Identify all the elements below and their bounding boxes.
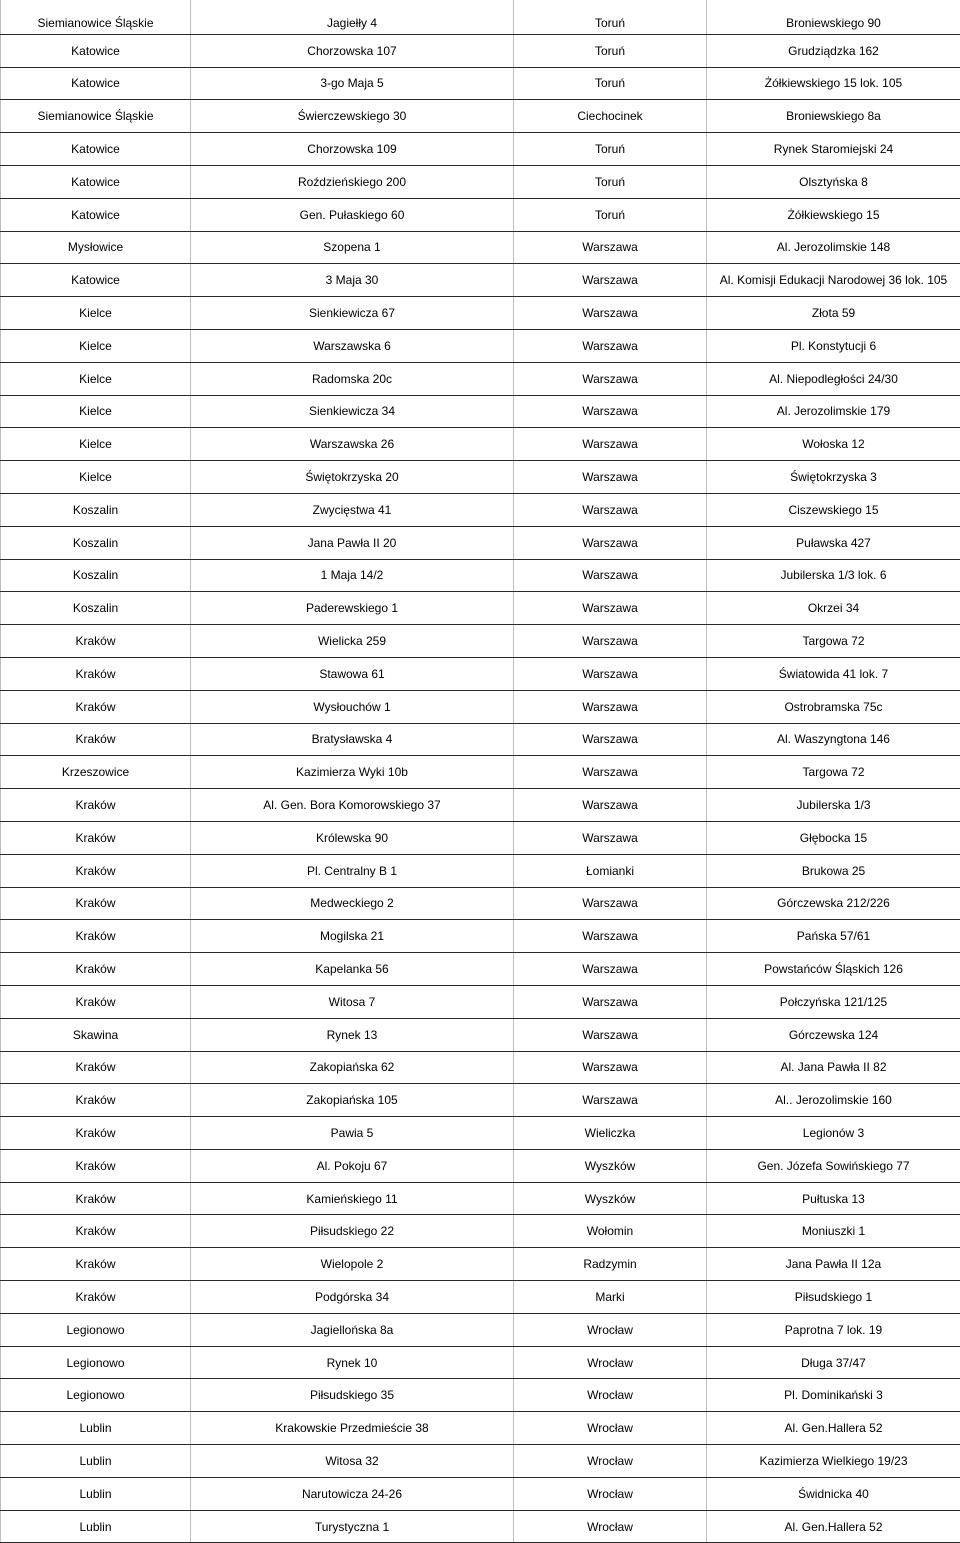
city2-cell: Warszawa — [514, 592, 707, 625]
street2-cell: Rynek Staromiejski 24 — [707, 133, 960, 166]
table-row — [1, 133, 960, 166]
street2-cell: Pułtuska 13 — [707, 1182, 960, 1215]
table-row — [1, 231, 960, 264]
street2-cell: Grudziądzka 162 — [707, 34, 960, 67]
city2-cell: Toruń — [514, 34, 707, 67]
street-cell: 3-go Maja 5 — [191, 67, 514, 100]
street-cell: Medweckiego 2 — [191, 887, 514, 920]
city-cell: Katowice — [1, 34, 191, 67]
table-row — [1, 165, 960, 198]
table-row — [1, 1117, 960, 1150]
street-cell: Kapelanka 56 — [191, 953, 514, 986]
city2-cell: Wrocław — [514, 1379, 707, 1412]
city2-cell: Warszawa — [514, 887, 707, 920]
table-row — [1, 690, 960, 723]
table-row — [1, 1477, 960, 1510]
street-cell: Narutowicza 24-26 — [191, 1477, 514, 1510]
table-row — [1, 985, 960, 1018]
table-row — [1, 1445, 960, 1478]
city2-cell: Warszawa — [514, 920, 707, 953]
city-cell: Katowice — [1, 67, 191, 100]
street2-cell: Al. Jerozolimskie 179 — [707, 395, 960, 428]
table-row — [1, 493, 960, 526]
street2-cell: Powstańców Śląskich 126 — [707, 953, 960, 986]
city-cell: Lublin — [1, 1477, 191, 1510]
city-cell: Kraków — [1, 1084, 191, 1117]
street2-cell: Targowa 72 — [707, 625, 960, 658]
address-table-body — [1, 0, 960, 1543]
street2-cell: Al. Jerozolimskie 148 — [707, 231, 960, 264]
street2-cell: Legionów 3 — [707, 1117, 960, 1150]
street2-cell: Jana Pawła II 12a — [707, 1248, 960, 1281]
table-row — [1, 1281, 960, 1314]
street-cell: Bratysławska 4 — [191, 723, 514, 756]
table-row — [1, 264, 960, 297]
city2-cell: Warszawa — [514, 559, 707, 592]
street2-cell: Al. Waszyngtona 146 — [707, 723, 960, 756]
street-cell: Świętokrzyska 20 — [191, 461, 514, 494]
city2-cell: Toruń — [514, 67, 707, 100]
street2-cell: Al. Komisji Edukacji Narodowej 36 lok. 105 — [707, 264, 960, 297]
table-row — [1, 887, 960, 920]
table-row — [1, 657, 960, 690]
city-cell: Skawina — [1, 1018, 191, 1051]
city-cell: Legionowo — [1, 1313, 191, 1346]
table-row — [1, 428, 960, 461]
street2-cell: Brukowa 25 — [707, 854, 960, 887]
street-cell: Pl. Centralny B 1 — [191, 854, 514, 887]
street-cell: Chorzowska 109 — [191, 133, 514, 166]
city2-cell: Warszawa — [514, 493, 707, 526]
street-cell: Piłsudskiego 22 — [191, 1215, 514, 1248]
street2-cell: Gen. Józefa Sowińskiego 77 — [707, 1149, 960, 1182]
city2-cell: Warszawa — [514, 461, 707, 494]
city-cell: Katowice — [1, 133, 191, 166]
street2-cell: Broniewskiego 8a — [707, 100, 960, 133]
city-cell: Kielce — [1, 329, 191, 362]
city-cell: Siemianowice Śląskie — [1, 100, 191, 133]
city2-cell: Toruń — [514, 0, 707, 34]
street2-cell: Górczewska 124 — [707, 1018, 960, 1051]
city-cell: Lublin — [1, 1510, 191, 1543]
city2-cell: Łomianki — [514, 854, 707, 887]
city2-cell: Warszawa — [514, 362, 707, 395]
table-row — [1, 1248, 960, 1281]
street2-cell: Olsztyńska 8 — [707, 165, 960, 198]
street-cell: Kazimierza Wyki 10b — [191, 756, 514, 789]
street2-cell: Paprotna 7 lok. 19 — [707, 1313, 960, 1346]
street2-cell: Al. Gen.Hallera 52 — [707, 1412, 960, 1445]
city2-cell: Toruń — [514, 198, 707, 231]
city2-cell: Warszawa — [514, 264, 707, 297]
table-row — [1, 1051, 960, 1084]
street2-cell: Złota 59 — [707, 297, 960, 330]
city-cell: Kraków — [1, 723, 191, 756]
street2-cell: Piłsudskiego 1 — [707, 1281, 960, 1314]
city-cell: Koszalin — [1, 559, 191, 592]
city2-cell: Wołomin — [514, 1215, 707, 1248]
street-cell: Witosa 32 — [191, 1445, 514, 1478]
street2-cell: Długa 37/47 — [707, 1346, 960, 1379]
street2-cell: Żółkiewskiego 15 — [707, 198, 960, 231]
city2-cell: Wrocław — [514, 1510, 707, 1543]
street-cell: Zakopiańska 62 — [191, 1051, 514, 1084]
city2-cell: Warszawa — [514, 428, 707, 461]
street2-cell: Al. Jana Pawła II 82 — [707, 1051, 960, 1084]
table-row — [1, 1215, 960, 1248]
city2-cell: Warszawa — [514, 395, 707, 428]
city-cell: Koszalin — [1, 592, 191, 625]
street-cell: Al. Pokoju 67 — [191, 1149, 514, 1182]
street2-cell: Pańska 57/61 — [707, 920, 960, 953]
street-cell: Świerczewskiego 30 — [191, 100, 514, 133]
city2-cell: Warszawa — [514, 231, 707, 264]
city-cell: Kraków — [1, 854, 191, 887]
street-cell: Zwycięstwa 41 — [191, 493, 514, 526]
city-cell: Kraków — [1, 985, 191, 1018]
street2-cell: Żółkiewskiego 15 lok. 105 — [707, 67, 960, 100]
city-cell: Koszalin — [1, 493, 191, 526]
table-row — [1, 461, 960, 494]
city-cell: Kielce — [1, 461, 191, 494]
city2-cell: Toruń — [514, 165, 707, 198]
city-cell: Kraków — [1, 887, 191, 920]
city2-cell: Marki — [514, 1281, 707, 1314]
street2-cell: Wołoska 12 — [707, 428, 960, 461]
table-row — [1, 821, 960, 854]
city2-cell: Warszawa — [514, 297, 707, 330]
city-cell: Katowice — [1, 165, 191, 198]
street-cell: Witosa 7 — [191, 985, 514, 1018]
city-cell: Kraków — [1, 1051, 191, 1084]
table-row — [1, 1379, 960, 1412]
street-cell: Jagiełły 4 — [191, 0, 514, 34]
street-cell: Paderewskiego 1 — [191, 592, 514, 625]
table-row — [1, 395, 960, 428]
city-cell: Kielce — [1, 297, 191, 330]
city-cell: Kielce — [1, 428, 191, 461]
table-row — [1, 297, 960, 330]
city2-cell: Wrocław — [514, 1477, 707, 1510]
city2-cell: Wyszków — [514, 1182, 707, 1215]
city-cell: Krzeszowice — [1, 756, 191, 789]
street2-cell: Jubilerska 1/3 — [707, 789, 960, 822]
city-cell: Lublin — [1, 1412, 191, 1445]
city2-cell: Warszawa — [514, 625, 707, 658]
street-cell: Jagiellońska 8a — [191, 1313, 514, 1346]
city2-cell: Ciechocinek — [514, 100, 707, 133]
street-cell: Rynek 13 — [191, 1018, 514, 1051]
table-row — [1, 100, 960, 133]
table-row — [1, 0, 960, 34]
table-row — [1, 854, 960, 887]
street2-cell: Pl. Dominikański 3 — [707, 1379, 960, 1412]
city2-cell: Warszawa — [514, 953, 707, 986]
table-row — [1, 1084, 960, 1117]
city2-cell: Warszawa — [514, 329, 707, 362]
street2-cell: Puławska 427 — [707, 526, 960, 559]
street-cell: Chorzowska 107 — [191, 34, 514, 67]
table-row — [1, 756, 960, 789]
street2-cell: Głębocka 15 — [707, 821, 960, 854]
street-cell: Roździeńskiego 200 — [191, 165, 514, 198]
table-row — [1, 723, 960, 756]
street2-cell: Ostrobramska 75c — [707, 690, 960, 723]
street-cell: Sienkiewicza 67 — [191, 297, 514, 330]
street-cell: Krakowskie Przedmieście 38 — [191, 1412, 514, 1445]
street2-cell: Światowida 41 lok. 7 — [707, 657, 960, 690]
street-cell: Pawia 5 — [191, 1117, 514, 1150]
street2-cell: Al.. Jerozolimskie 160 — [707, 1084, 960, 1117]
city2-cell: Wyszków — [514, 1149, 707, 1182]
city-cell: Katowice — [1, 264, 191, 297]
street2-cell: Okrzei 34 — [707, 592, 960, 625]
city-cell: Kraków — [1, 1149, 191, 1182]
table-row — [1, 625, 960, 658]
street-cell: Stawowa 61 — [191, 657, 514, 690]
city-cell: Kraków — [1, 657, 191, 690]
street-cell: Radomska 20c — [191, 362, 514, 395]
table-row — [1, 526, 960, 559]
city-cell: Kraków — [1, 1182, 191, 1215]
street-cell: Wielopole 2 — [191, 1248, 514, 1281]
city-cell: Kraków — [1, 1215, 191, 1248]
city2-cell: Wrocław — [514, 1346, 707, 1379]
city2-cell: Warszawa — [514, 657, 707, 690]
table-row — [1, 34, 960, 67]
street-cell: 1 Maja 14/2 — [191, 559, 514, 592]
street-cell: Królewska 90 — [191, 821, 514, 854]
street2-cell: Świdnicka 40 — [707, 1477, 960, 1510]
street-cell: Jana Pawła II 20 — [191, 526, 514, 559]
table-row — [1, 1412, 960, 1445]
street-cell: Turystyczna 1 — [191, 1510, 514, 1543]
street-cell: Podgórska 34 — [191, 1281, 514, 1314]
street-cell: Rynek 10 — [191, 1346, 514, 1379]
city2-cell: Warszawa — [514, 690, 707, 723]
street2-cell: Al. Niepodległości 24/30 — [707, 362, 960, 395]
table-row — [1, 953, 960, 986]
street-cell: Kamieńskiego 11 — [191, 1182, 514, 1215]
city2-cell: Wrocław — [514, 1412, 707, 1445]
city-cell: Legionowo — [1, 1346, 191, 1379]
table-row — [1, 67, 960, 100]
city-cell: Kielce — [1, 362, 191, 395]
street2-cell: Jubilerska 1/3 lok. 6 — [707, 559, 960, 592]
street2-cell: Targowa 72 — [707, 756, 960, 789]
city-cell: Katowice — [1, 198, 191, 231]
street-cell: Mogilska 21 — [191, 920, 514, 953]
city-cell: Lublin — [1, 1445, 191, 1478]
city2-cell: Toruń — [514, 133, 707, 166]
street2-cell: Moniuszki 1 — [707, 1215, 960, 1248]
street2-cell: Połczyńska 121/125 — [707, 985, 960, 1018]
street-cell: Wielicka 259 — [191, 625, 514, 658]
city2-cell: Wieliczka — [514, 1117, 707, 1150]
table-row — [1, 198, 960, 231]
city-cell: Kielce — [1, 395, 191, 428]
city-cell: Kraków — [1, 690, 191, 723]
street2-cell: Al. Gen.Hallera 52 — [707, 1510, 960, 1543]
street2-cell: Świętokrzyska 3 — [707, 461, 960, 494]
street2-cell: Pl. Konstytucji 6 — [707, 329, 960, 362]
city-cell: Kraków — [1, 953, 191, 986]
city2-cell: Wrocław — [514, 1313, 707, 1346]
table-row — [1, 1182, 960, 1215]
city-cell: Kraków — [1, 1248, 191, 1281]
street-cell: Sienkiewicza 34 — [191, 395, 514, 428]
street2-cell: Ciszewskiego 15 — [707, 493, 960, 526]
table-row — [1, 559, 960, 592]
city2-cell: Warszawa — [514, 1051, 707, 1084]
street-cell: Zakopiańska 105 — [191, 1084, 514, 1117]
city-cell: Kraków — [1, 821, 191, 854]
street-cell: Wysłouchów 1 — [191, 690, 514, 723]
city-cell: Kraków — [1, 1281, 191, 1314]
table-row — [1, 1018, 960, 1051]
street-cell: Warszawska 6 — [191, 329, 514, 362]
table-row — [1, 329, 960, 362]
street2-cell: Górczewska 212/226 — [707, 887, 960, 920]
city-cell: Kraków — [1, 625, 191, 658]
city2-cell: Warszawa — [514, 723, 707, 756]
street2-cell: Broniewskiego 90 — [707, 0, 960, 34]
street-cell: Szopena 1 — [191, 231, 514, 264]
street2-cell: Kazimierza Wielkiego 19/23 — [707, 1445, 960, 1478]
table-row — [1, 362, 960, 395]
city-cell: Legionowo — [1, 1379, 191, 1412]
table-row — [1, 789, 960, 822]
city2-cell: Warszawa — [514, 789, 707, 822]
city2-cell: Radzymin — [514, 1248, 707, 1281]
street-cell: 3 Maja 30 — [191, 264, 514, 297]
street-cell: Piłsudskiego 35 — [191, 1379, 514, 1412]
city-cell: Kraków — [1, 920, 191, 953]
table-row — [1, 1149, 960, 1182]
city2-cell: Warszawa — [514, 526, 707, 559]
city-cell: Mysłowice — [1, 231, 191, 264]
city-cell: Kraków — [1, 1117, 191, 1150]
city2-cell: Warszawa — [514, 756, 707, 789]
city-cell: Siemianowice Śląskie — [1, 0, 191, 34]
street-cell: Al. Gen. Bora Komorowskiego 37 — [191, 789, 514, 822]
table-row — [1, 1313, 960, 1346]
table-row — [1, 1346, 960, 1379]
city-cell: Koszalin — [1, 526, 191, 559]
city2-cell: Warszawa — [514, 821, 707, 854]
table-row — [1, 920, 960, 953]
table-row — [1, 592, 960, 625]
city2-cell: Warszawa — [514, 985, 707, 1018]
street-cell: Gen. Pułaskiego 60 — [191, 198, 514, 231]
city2-cell: Warszawa — [514, 1018, 707, 1051]
city2-cell: Wrocław — [514, 1445, 707, 1478]
table-row — [1, 1510, 960, 1543]
city-cell: Kraków — [1, 789, 191, 822]
street-cell: Warszawska 26 — [191, 428, 514, 461]
city2-cell: Warszawa — [514, 1084, 707, 1117]
